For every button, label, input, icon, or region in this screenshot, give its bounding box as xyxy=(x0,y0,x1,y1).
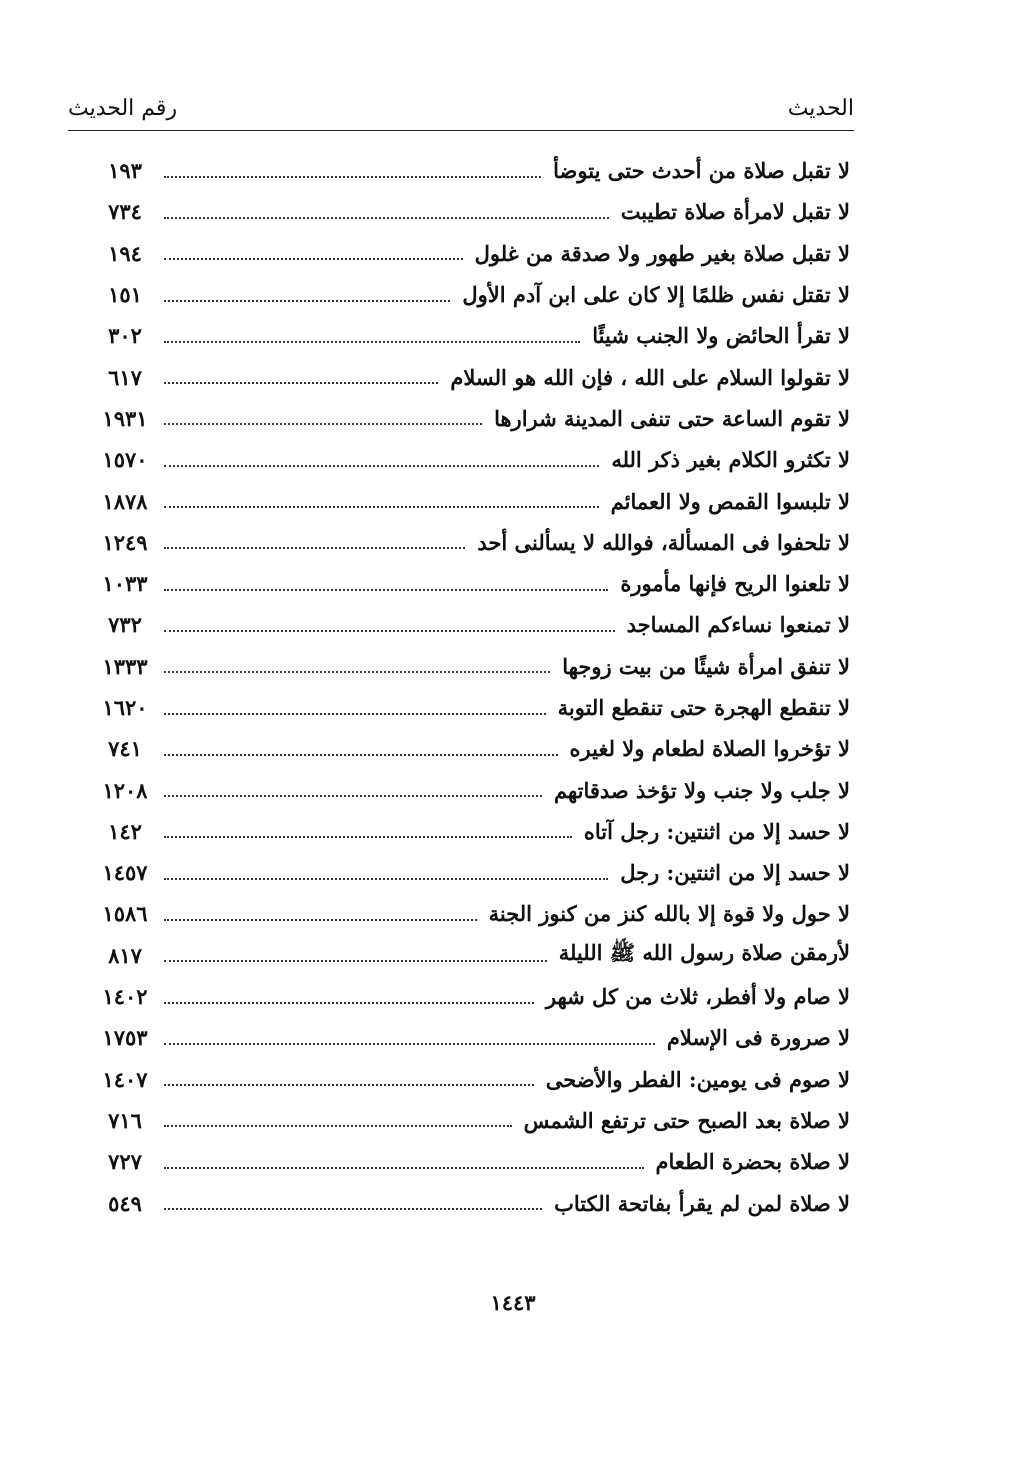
dot-leader xyxy=(164,1167,644,1169)
hadith-number: ٧٤١ xyxy=(108,736,142,762)
hadith-number: ١٧٥٣ xyxy=(102,1025,148,1051)
hadith-text: لا تلعنوا الريح فإنها مأمورة xyxy=(620,571,850,597)
index-row xyxy=(90,604,850,645)
index-row xyxy=(90,315,850,356)
hadith-text: لا صلاة لمن لم يقرأ بفاتحة الكتاب xyxy=(554,1190,850,1216)
index-row xyxy=(90,1100,850,1141)
hadith-text: لا صوم فى يومين: الفطر والأضحى xyxy=(545,1066,850,1092)
index-row xyxy=(90,563,850,604)
dot-leader xyxy=(164,423,482,425)
hadith-text: لا حسد إلا من اثنتين: رجل xyxy=(620,860,850,886)
index-row xyxy=(90,233,850,274)
hadith-number: ١٩٣ xyxy=(108,158,142,184)
index-row xyxy=(90,480,850,521)
hadith-text: لا صام ولا أفطر، ثلاث من كل شهر xyxy=(545,984,850,1010)
hadith-text: لا تنقطع الهجرة حتى تنقطع التوبة xyxy=(557,695,850,720)
dot-leader xyxy=(164,506,599,508)
hadith-text: لا تلحفوا فى المسألة، فوالله لا يسألنى أحد xyxy=(477,529,850,555)
dot-leader xyxy=(164,713,546,715)
hadith-text: لأرمقن صلاة رسول الله ﷺ الليلة xyxy=(558,939,850,965)
hadith-number: ٨١٧ xyxy=(108,942,142,968)
index-row xyxy=(90,852,850,893)
hadith-column-title: الحديث xyxy=(787,96,854,121)
page-number: ١٤٤٣ xyxy=(490,1290,536,1315)
dot-leader xyxy=(164,589,608,591)
index-row xyxy=(90,1141,850,1182)
hadith-number: ١٥٧٠ xyxy=(102,447,148,473)
index-row xyxy=(90,439,850,480)
hadith-number: ١٤٥٧ xyxy=(102,860,148,886)
hadith-index-list xyxy=(90,150,850,1224)
index-row xyxy=(90,1017,850,1058)
hadith-number: ٧٢٧ xyxy=(108,1149,142,1175)
hadith-text: لا تقرأ الحائض ولا الجنب شيئًا xyxy=(592,323,850,349)
hadith-text: لا تؤخروا الصلاة لطعام ولا لغيره xyxy=(569,736,850,762)
dot-leader xyxy=(164,836,572,838)
hadith-text: لا صلاة بحضرة الطعام xyxy=(655,1149,850,1175)
hadith-number: ١٤٢ xyxy=(108,818,142,844)
index-row xyxy=(90,1182,850,1223)
dot-leader xyxy=(164,341,580,343)
hadith-number: ٦١٧ xyxy=(108,364,142,390)
hadith-number: ١٣٣٣ xyxy=(102,653,148,679)
dot-leader xyxy=(164,176,541,178)
hadith-text: لا جلب ولا جنب ولا تؤخذ صدقاتهم xyxy=(553,777,850,803)
hadith-number: ٧٣٤ xyxy=(108,199,142,225)
hadith-text: لا تكثرو الكلام بغير ذكر الله xyxy=(611,447,850,473)
dot-leader xyxy=(164,960,547,962)
dot-leader xyxy=(164,547,465,549)
dot-leader xyxy=(164,258,463,260)
hadith-number: ٧١٦ xyxy=(108,1107,142,1133)
number-column-title: رقم الحديث xyxy=(68,96,178,121)
index-row xyxy=(90,274,850,315)
hadith-text: لا تقتل نفس ظلمًا إلا كان على ابن آدم الأول xyxy=(462,282,850,308)
hadith-text: لا تمنعوا نساءكم المساجد xyxy=(626,612,850,638)
hadith-text: لا تلبسوا القمص ولا العمائم xyxy=(610,488,850,514)
hadith-text: لا تقوم الساعة حتى تنفى المدينة شرارها xyxy=(494,405,850,431)
index-row xyxy=(90,893,850,934)
index-row xyxy=(90,356,850,397)
dot-leader xyxy=(164,754,558,756)
index-row xyxy=(90,935,850,976)
hadith-text: لا تنفق امرأة شيئًا من بيت زوجها xyxy=(562,653,850,679)
dot-leader xyxy=(164,630,615,632)
header-divider xyxy=(68,130,854,131)
hadith-number: ٣٠٢ xyxy=(108,323,142,349)
dot-leader xyxy=(164,919,477,921)
hadith-number: ١٢٠٨ xyxy=(102,777,148,803)
index-row xyxy=(90,811,850,852)
dot-leader xyxy=(164,1043,655,1045)
dot-leader xyxy=(164,382,438,384)
hadith-text: لا حسد إلا من اثنتين: رجل آتاه xyxy=(583,818,850,844)
hadith-number: ٥٤٩ xyxy=(108,1190,142,1216)
hadith-text: لا تقبل صلاة من أحدث حتى يتوضأ xyxy=(553,158,850,184)
dot-leader xyxy=(164,300,450,302)
index-row xyxy=(90,728,850,769)
hadith-number: ٧٣٢ xyxy=(108,612,142,638)
index-row xyxy=(90,976,850,1017)
hadith-text: لا تقبل لامرأة صلاة تطيبت xyxy=(620,199,850,225)
index-row xyxy=(90,1059,850,1100)
dot-leader xyxy=(164,465,599,467)
dot-leader xyxy=(164,1125,512,1127)
dot-leader xyxy=(164,671,550,673)
hadith-number: ١٩٤ xyxy=(108,240,142,266)
index-row xyxy=(90,398,850,439)
index-row xyxy=(90,191,850,232)
hadith-number: ١٩٣١ xyxy=(102,405,148,431)
hadith-text: لا تقولوا السلام على الله ، فإن الله هو السلام xyxy=(450,364,850,390)
dot-leader xyxy=(164,1208,542,1210)
hadith-number: ١٥٨٦ xyxy=(102,901,148,927)
index-row xyxy=(90,687,850,728)
dot-leader xyxy=(164,878,608,880)
hadith-number: ١٨٧٨ xyxy=(102,488,148,514)
dot-leader xyxy=(164,795,542,797)
index-row xyxy=(90,522,850,563)
hadith-number: ١٤٠٢ xyxy=(102,984,148,1010)
hadith-text: لا صرورة فى الإسلام xyxy=(666,1025,850,1051)
index-row xyxy=(90,769,850,810)
hadith-number: ١٥١ xyxy=(108,282,142,308)
dot-leader xyxy=(164,1002,534,1004)
hadith-number: ١٠٣٣ xyxy=(102,571,148,597)
hadith-number: ١٢٤٩ xyxy=(102,529,148,555)
index-row xyxy=(90,646,850,687)
hadith-number: ١٦٢٠ xyxy=(102,695,148,720)
index-row xyxy=(90,150,850,191)
dot-leader xyxy=(164,1084,534,1086)
hadith-text: لا حول ولا قوة إلا بالله كنز من كنوز الجنة xyxy=(488,901,850,927)
hadith-text: لا صلاة بعد الصبح حتى ترتفع الشمس xyxy=(523,1107,850,1133)
dot-leader xyxy=(164,217,609,219)
table-header xyxy=(68,96,854,132)
hadith-text: لا تقبل صلاة بغير طهور ولا صدقة من غلول xyxy=(474,240,850,266)
hadith-number: ١٤٠٧ xyxy=(102,1066,148,1092)
